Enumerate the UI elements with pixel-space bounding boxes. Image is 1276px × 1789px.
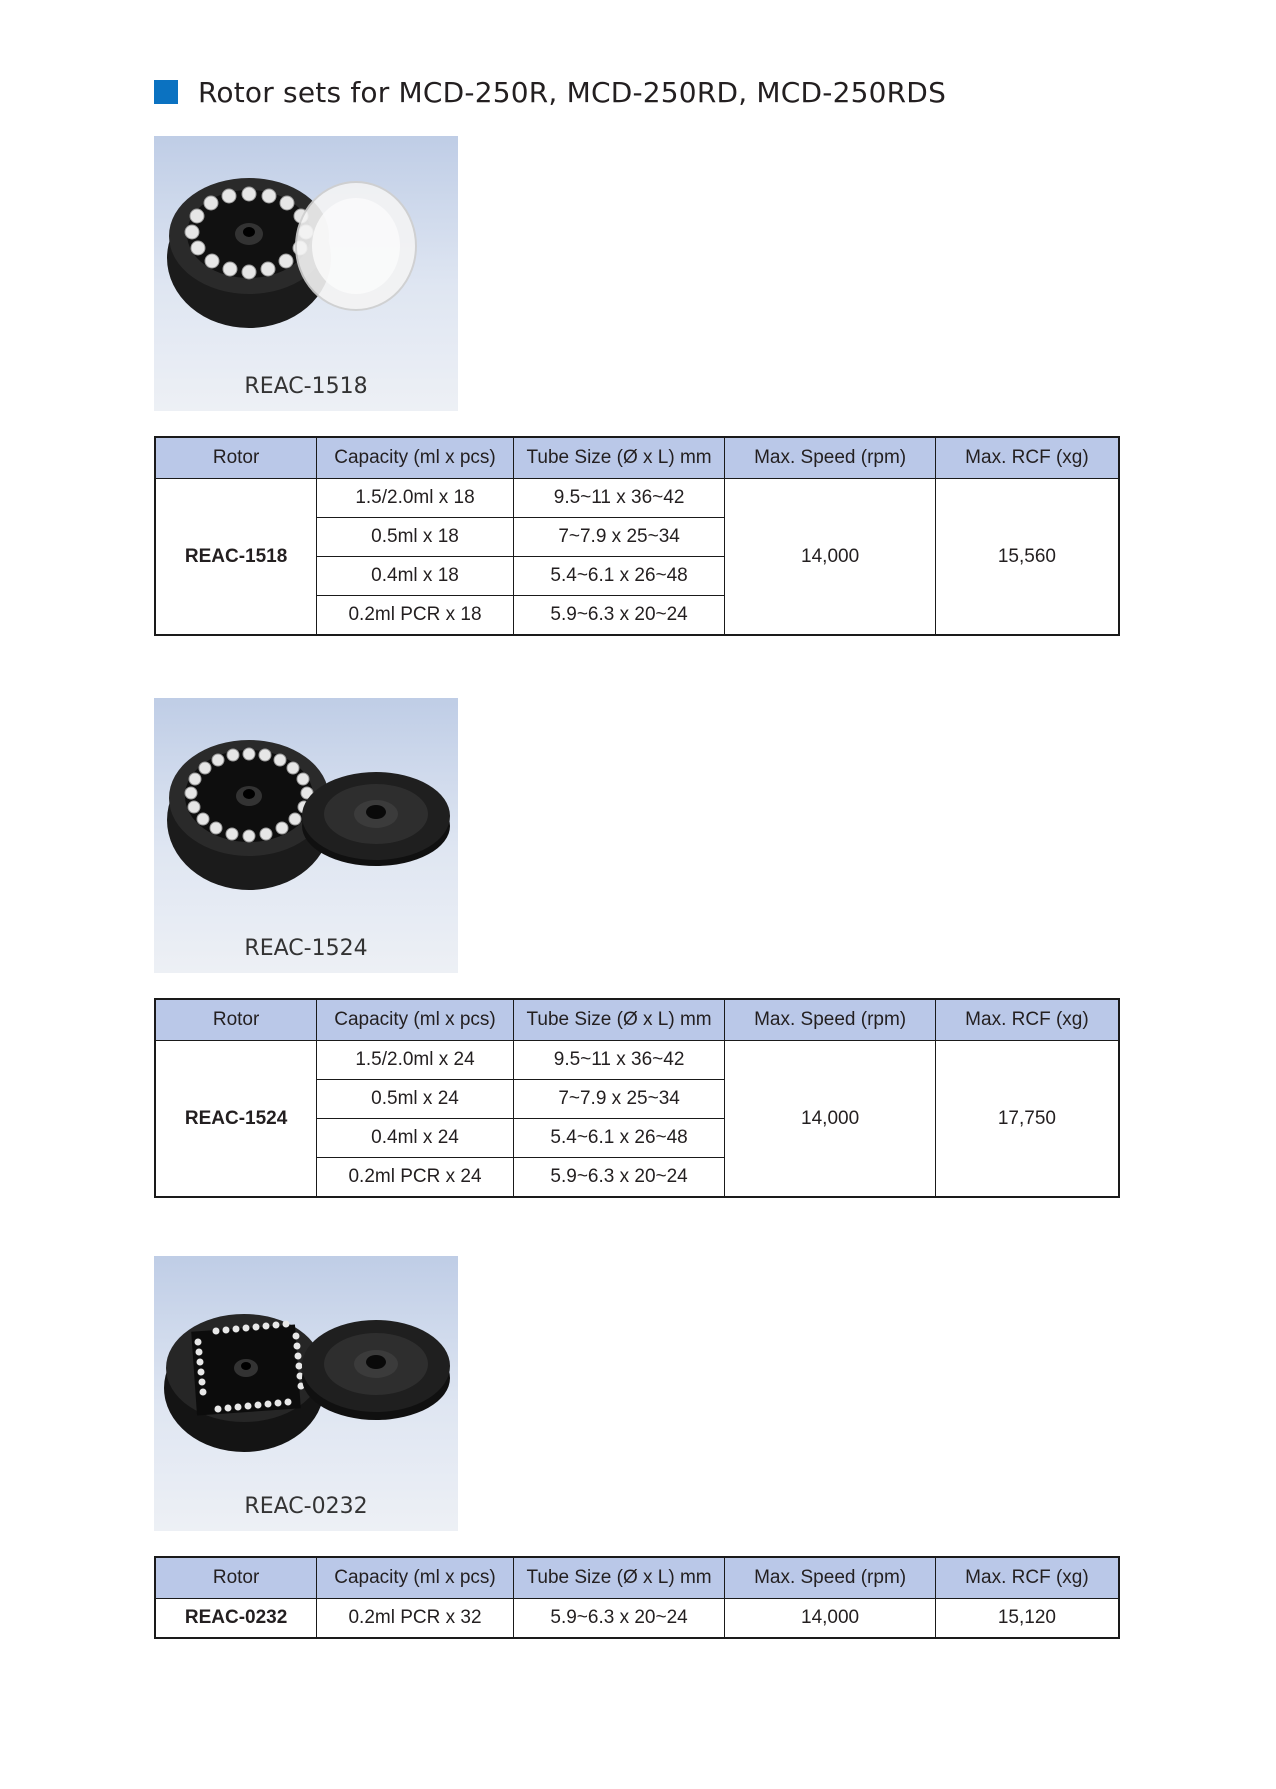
rotor-photo-reac-0232	[154, 1256, 458, 1531]
header-tube-size: Tube Size (Ø x L) mm	[513, 1557, 725, 1599]
header-tube-size: Tube Size (Ø x L) mm	[513, 437, 725, 479]
capacity-cell: 0.5ml x 18	[317, 518, 514, 557]
header-rotor: Rotor	[155, 999, 317, 1041]
header-capacity: Capacity (ml x pcs)	[317, 1557, 514, 1599]
header-rotor: Rotor	[155, 1557, 317, 1599]
header-max-rcf: Max. RCF (xg)	[935, 1557, 1119, 1599]
table-row	[155, 479, 1119, 518]
header-rotor: Rotor	[155, 437, 317, 479]
max-speed-cell: 14,000	[725, 479, 936, 636]
pcr-rotor-with-black-lid-image	[154, 1256, 458, 1531]
header-capacity: Capacity (ml x pcs)	[317, 437, 514, 479]
rotor-spec-table-reac-0232	[154, 1556, 1120, 1639]
header-tube-size: Tube Size (Ø x L) mm	[513, 999, 725, 1041]
rotor-with-black-lid-image	[154, 698, 458, 973]
rotor-photo-caption: REAC-1524	[244, 936, 368, 961]
tube-size-cell: 5.4~6.1 x 26~48	[513, 1119, 725, 1158]
max-speed-cell: 14,000	[725, 1041, 936, 1198]
rotor-spec-table-reac-1518	[154, 436, 1120, 636]
rotor-photo-caption: REAC-1518	[244, 374, 368, 399]
page-title	[154, 72, 946, 112]
header-max-speed: Max. Speed (rpm)	[725, 1557, 936, 1599]
rotor-with-clear-lid-image	[154, 136, 458, 411]
page-title-text: Rotor sets for MCD-250R, MCD-250RD, MCD-250RDS	[198, 75, 947, 109]
header-capacity: Capacity (ml x pcs)	[317, 999, 514, 1041]
rotor-model-cell: REAC-0232	[155, 1599, 317, 1639]
rotor-model-cell: REAC-1518	[155, 479, 317, 636]
rotor-photo-reac-1524	[154, 698, 458, 973]
header-max-rcf: Max. RCF (xg)	[935, 437, 1119, 479]
tube-size-cell: 5.9~6.3 x 20~24	[513, 596, 725, 636]
table-header-row	[155, 437, 1119, 479]
header-max-rcf: Max. RCF (xg)	[935, 999, 1119, 1041]
capacity-cell: 0.4ml x 18	[317, 557, 514, 596]
capacity-cell: 1.5/2.0ml x 24	[317, 1041, 514, 1080]
max-speed-cell: 14,000	[725, 1599, 936, 1639]
rotor-photo-reac-1518	[154, 136, 458, 411]
table-row	[155, 1599, 1119, 1639]
rotor-model-cell: REAC-1524	[155, 1041, 317, 1198]
header-max-speed: Max. Speed (rpm)	[725, 437, 936, 479]
tube-size-cell: 7~7.9 x 25~34	[513, 518, 725, 557]
capacity-cell: 0.5ml x 24	[317, 1080, 514, 1119]
rotor-photo-caption: REAC-0232	[244, 1494, 368, 1519]
capacity-cell: 0.2ml PCR x 18	[317, 596, 514, 636]
max-rcf-cell: 15,120	[935, 1599, 1119, 1639]
rotor-spec-table-reac-1524	[154, 998, 1120, 1198]
max-rcf-cell: 15,560	[935, 479, 1119, 636]
tube-size-cell: 7~7.9 x 25~34	[513, 1080, 725, 1119]
table-header-row	[155, 999, 1119, 1041]
max-rcf-cell: 17,750	[935, 1041, 1119, 1198]
table-row	[155, 1041, 1119, 1080]
tube-size-cell: 5.9~6.3 x 20~24	[513, 1599, 725, 1639]
header-max-speed: Max. Speed (rpm)	[725, 999, 936, 1041]
title-marker-square	[154, 80, 178, 104]
capacity-cell: 0.2ml PCR x 24	[317, 1158, 514, 1198]
capacity-cell: 0.4ml x 24	[317, 1119, 514, 1158]
table-header-row	[155, 1557, 1119, 1599]
tube-size-cell: 5.4~6.1 x 26~48	[513, 557, 725, 596]
tube-size-cell: 9.5~11 x 36~42	[513, 479, 725, 518]
tube-size-cell: 5.9~6.3 x 20~24	[513, 1158, 725, 1198]
tube-size-cell: 9.5~11 x 36~42	[513, 1041, 725, 1080]
capacity-cell: 0.2ml PCR x 32	[317, 1599, 514, 1639]
capacity-cell: 1.5/2.0ml x 18	[317, 479, 514, 518]
